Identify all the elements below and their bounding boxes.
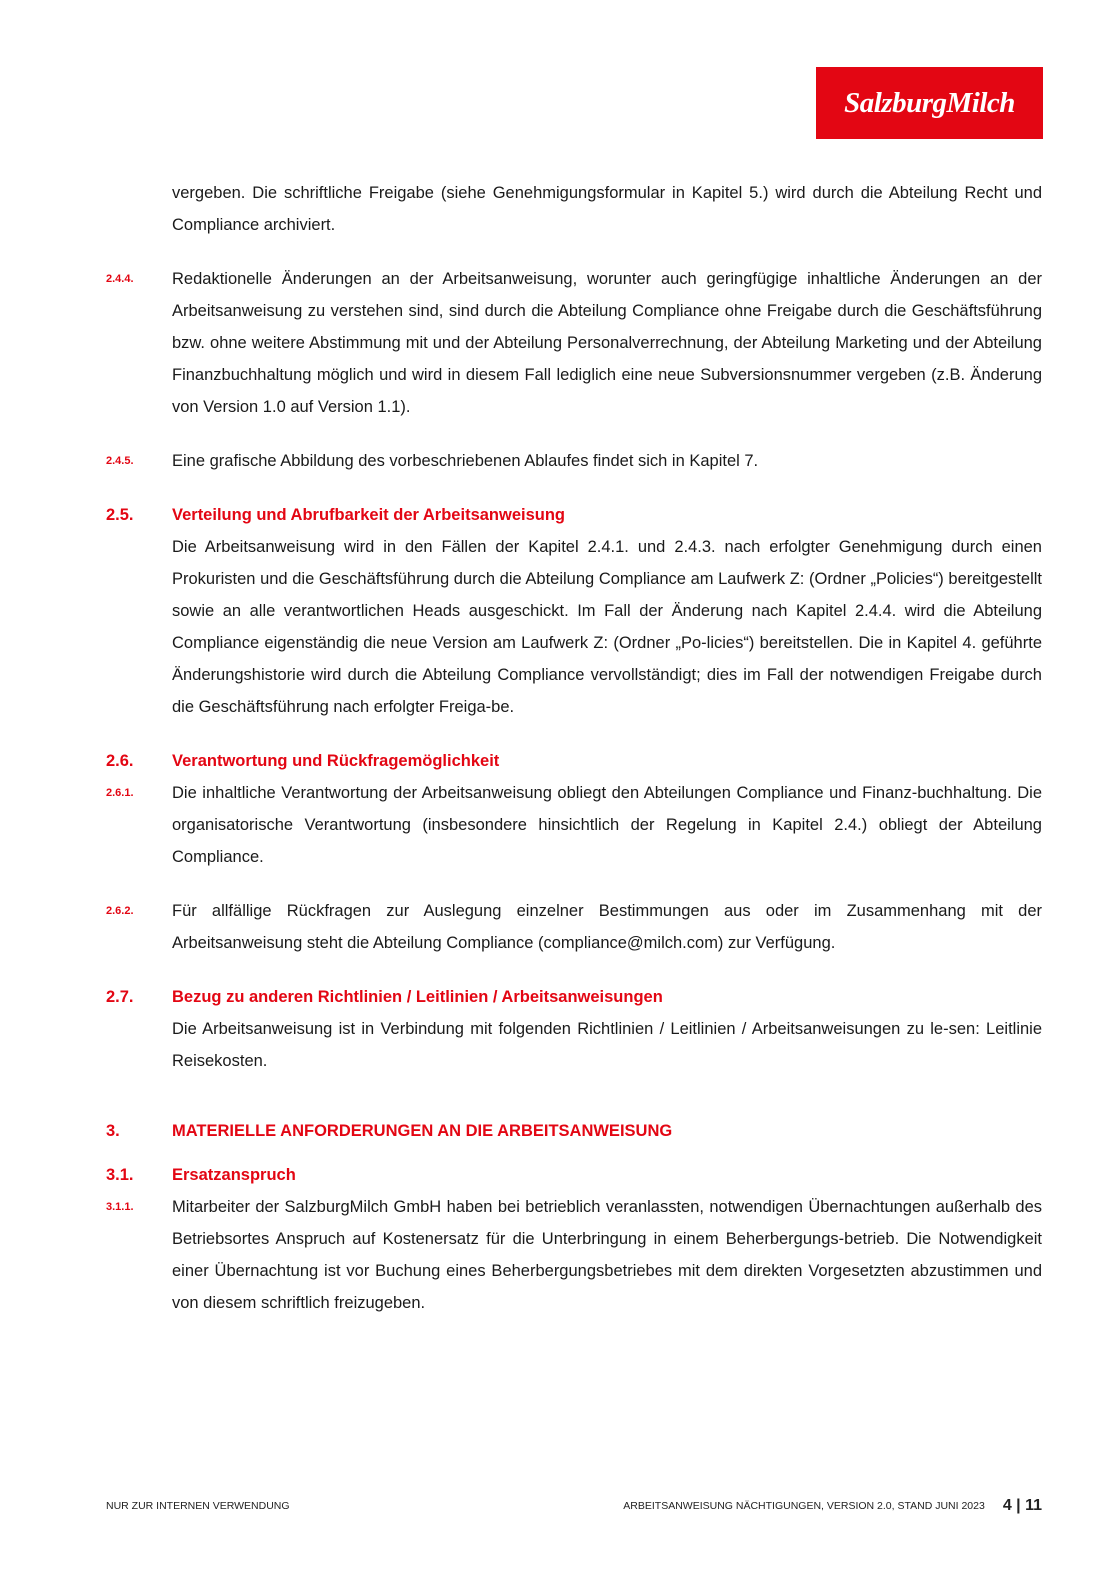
section-3-1-heading: Ersatzanspruch	[172, 1166, 296, 1184]
section-3-1-1-text: Mitarbeiter der SalzburgMilch GmbH haben bei betrieblich veranlassten, notwendigen Übernachtungen außerhalb des Betriebsortes Anspruch auf Kostenersatz für die Unterbringung in einem Beherbergungs-betrieb. Die Notwendigkeit einer Übernachtung ist vor Buchung eines Beherbergungsbetriebes mit dem direkten Vorgesetzten abzustimmen und von diesem schriftlich freizugeben.	[172, 1198, 1042, 1312]
section-number: 2.6.	[106, 752, 134, 770]
footer-classification: NUR ZUR INTERNEN VERWENDUNG	[106, 1500, 290, 1512]
intro-paragraph: vergeben. Die schriftliche Freigabe (siehe Genehmigungsformular in Kapitel 5.) wird durch die Abteilung Recht und Compliance archiviert.	[172, 184, 1042, 234]
section-number: 2.6.1.	[106, 787, 134, 799]
section-2-6-2-text: Für allfällige Rückfragen zur Auslegung einzelner Bestimmungen aus oder im Zusammenhang mit der Arbeitsanweisung steht die Abteilung Compliance (compliance@milch.com) zur Verfügung.	[172, 902, 1042, 952]
page-number: 4 | 11	[1002, 1497, 1042, 1514]
section-number: 2.6.2.	[106, 905, 134, 917]
section-2-6-heading: Verantwortung und Rückfragemöglichkeit	[172, 752, 500, 770]
section-2-7-heading: Bezug zu anderen Richtlinien / Leitlinien / Arbeitsanweisungen	[172, 988, 663, 1006]
footer-document-title: ARBEITSANWEISUNG NÄCHTIGUNGEN, VERSION 2.0, STAND JUNI 2023	[623, 1500, 985, 1512]
section-number: 3.1.1.	[106, 1201, 134, 1213]
section-2-4-5-text: Eine grafische Abbildung des vorbeschriebenen Ablaufes findet sich in Kapitel 7.	[172, 452, 759, 470]
section-3-heading: MATERIELLE ANFORDERUNGEN AN DIE ARBEITSANWEISUNG	[172, 1122, 673, 1140]
section-number: 3.	[106, 1122, 120, 1140]
company-logo	[816, 67, 1043, 139]
section-number: 2.5.	[106, 506, 134, 524]
document-body	[106, 177, 1042, 1319]
section-2-7-text: Die Arbeitsanweisung ist in Verbindung mit folgenden Richtlinien / Leitlinien / Arbeitsanweisungen zu le-sen: Leitlinie Reisekosten.	[172, 1020, 1042, 1070]
section-2-4-4-text: Redaktionelle Änderungen an der Arbeitsanweisung, worunter auch geringfügige inhaltliche Änderungen an der Arbeitsanweisung zu verstehen sind, sind durch die Abteilung Compliance ohne Freigabe durch die Geschäftsführung bzw. ohne weitere Abstimmung mit und der Abteilung Personalverrechnung, der Abteilung Marketing und der Abteilung Finanzbuchhaltung möglich und wird in diesem Fall lediglich eine neue Subversionsnummer vergeben (z.B. Änderung von Version 1.0 auf Version 1.1).	[172, 270, 1042, 416]
section-number: 2.4.5.	[106, 455, 134, 467]
section-2-5-text: Die Arbeitsanweisung wird in den Fällen der Kapitel 2.4.1. und 2.4.3. nach erfolgter Genehmigung durch einen Prokuristen und die Geschäftsführung durch die Abteilung Compliance am Laufwerk Z: (Ordner „Policies“) bereitgestellt sowie an alle verantwortlichen Heads ausgeschickt. Im Fall der Änderung nach Kapitel 2.4.4. wird die Abteilung Compliance eigenständig die neue Version am Laufwerk Z: (Ordner „Po-licies“) bereitstellen. Die in Kapitel 4. geführte Änderungshistorie wird durch die Abteilung Compliance vervollständigt; dies im Fall der notwendigen Freigabe durch die Geschäftsführung nach erfolgter Freiga-be.	[172, 538, 1042, 716]
section-2-6-1-text: Die inhaltliche Verantwortung der Arbeitsanweisung obliegt den Abteilungen Compliance und Finanz-buchhaltung. Die organisatorische Verantwortung (insbesondere hinsichtlich der Regelung in Kapitel 2.4.) obliegt der Abteilung Compliance.	[172, 784, 1042, 866]
logo-text: SalzburgMilch	[844, 86, 1015, 119]
page-footer	[106, 1497, 1042, 1515]
section-2-5-heading: Verteilung und Abrufbarkeit der Arbeitsanweisung	[172, 506, 566, 524]
section-number: 3.1.	[106, 1166, 134, 1184]
section-number: 2.4.4.	[106, 273, 134, 285]
section-number: 2.7.	[106, 988, 134, 1006]
